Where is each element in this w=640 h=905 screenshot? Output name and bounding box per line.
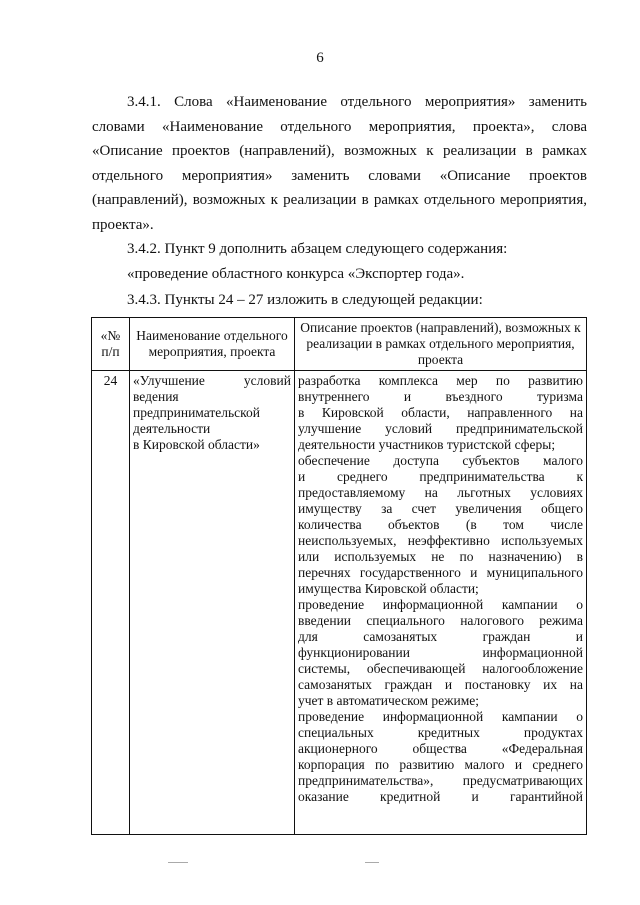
scan-mark bbox=[168, 862, 188, 863]
description-line: системы, обеспечивающей налогообложение bbox=[298, 661, 583, 676]
paragraph-3-4-3 bbox=[92, 288, 587, 313]
description-line: перечнях государственного и муниципального bbox=[298, 565, 583, 580]
paragraph-line: (направлений), возможных к реализации в рамках отдельного мероприятия, bbox=[92, 192, 587, 208]
description-line: количества объектов (в том числе bbox=[298, 517, 583, 532]
header-description: Описание проектов (направлений), возможных к реализации в рамках отдельного мероприятия, проекта bbox=[295, 318, 587, 371]
description-line: для самозанятых граждан и bbox=[298, 629, 583, 644]
measures-table bbox=[91, 317, 587, 835]
title-line: предпринимательской bbox=[133, 405, 261, 420]
paragraph-quote bbox=[92, 262, 587, 287]
row-description bbox=[295, 371, 587, 835]
table-header-row bbox=[92, 318, 587, 371]
paragraph-line: 3.4.3. Пункты 24 – 27 изложить в следующей редакции: bbox=[127, 292, 483, 308]
header-number: «№ п/п bbox=[92, 318, 130, 371]
description-line: предоставляемому на льготных условиях bbox=[298, 485, 583, 500]
description-line: акционерного общества «Федеральная bbox=[298, 741, 583, 756]
description-line: деятельности участников туристской сферы; bbox=[298, 437, 556, 452]
description-line: обеспечение доступа субъектов малого bbox=[298, 453, 583, 468]
description-line: в Кировской области, направленного на bbox=[298, 405, 583, 420]
paragraph-line: словами «Наименование отдельного мероприятия, проекта», слова bbox=[92, 118, 587, 135]
paragraph-line: «проведение областного конкурса «Экспортер года». bbox=[127, 266, 465, 282]
table-row bbox=[92, 371, 587, 835]
description-line: внутреннего и въездного туризма bbox=[298, 389, 583, 404]
paragraph-line: отдельного мероприятия» заменить словами «Описание проектов bbox=[92, 167, 587, 184]
description-line: имуществу за счет увеличения общего bbox=[298, 501, 583, 516]
header-title: Наименование отдельного мероприятия, проекта bbox=[130, 318, 295, 371]
title-line: в Кировской области» bbox=[133, 437, 260, 452]
scan-mark bbox=[365, 862, 379, 863]
paragraph-line: «Описание проектов (направлений), возможных к реализации в рамках bbox=[92, 143, 587, 159]
paragraph-line: 3.4.2. Пункт 9 дополнить абзацем следующего содержания: bbox=[127, 241, 508, 257]
page-number: 6 bbox=[316, 50, 324, 66]
description-line: оказание кредитной и гарантийной bbox=[298, 789, 583, 804]
description-line: имущества Кировской области; bbox=[298, 581, 479, 596]
row-number: 24 bbox=[92, 371, 130, 835]
title-line: деятельности bbox=[133, 421, 211, 436]
description-line: введении специального налогового режима bbox=[298, 613, 583, 628]
description-line: проведение информационной кампании о bbox=[298, 709, 583, 724]
paragraph-3-4-1 bbox=[92, 90, 587, 237]
description-line: проведение информационной кампании о bbox=[298, 597, 583, 612]
description-line: предпринимательства», предусматривающих bbox=[298, 773, 583, 788]
paragraph-line: проекта». bbox=[92, 216, 154, 233]
row-title bbox=[130, 371, 295, 835]
title-line: ведения bbox=[133, 389, 179, 404]
description-line: улучшение условий предпринимательской bbox=[298, 421, 583, 436]
paragraph-line: 3.4.1. Слова «Наименование отдельного мероприятия» заменить bbox=[127, 94, 587, 110]
description-line: специальных кредитных продуктах bbox=[298, 725, 583, 740]
description-line: разработка комплекса мер по развитию bbox=[298, 373, 583, 388]
scan-artifacts bbox=[0, 862, 640, 866]
description-line: функционировании информационной bbox=[298, 645, 583, 660]
title-line: «Улучшение условий bbox=[133, 373, 291, 388]
description-line: и среднего предпринимательства к bbox=[298, 469, 583, 484]
description-line: учет в автоматическом режиме; bbox=[298, 693, 479, 708]
description-line: или используемых не по назначению) в bbox=[298, 549, 583, 564]
paragraph-3-4-2 bbox=[92, 237, 587, 262]
description-line: неиспользуемых, неэффективно используемых bbox=[298, 533, 583, 548]
description-line: самозанятых граждан и постановку их на bbox=[298, 677, 583, 692]
description-line: корпорация по развитию малого и среднего bbox=[298, 757, 583, 772]
